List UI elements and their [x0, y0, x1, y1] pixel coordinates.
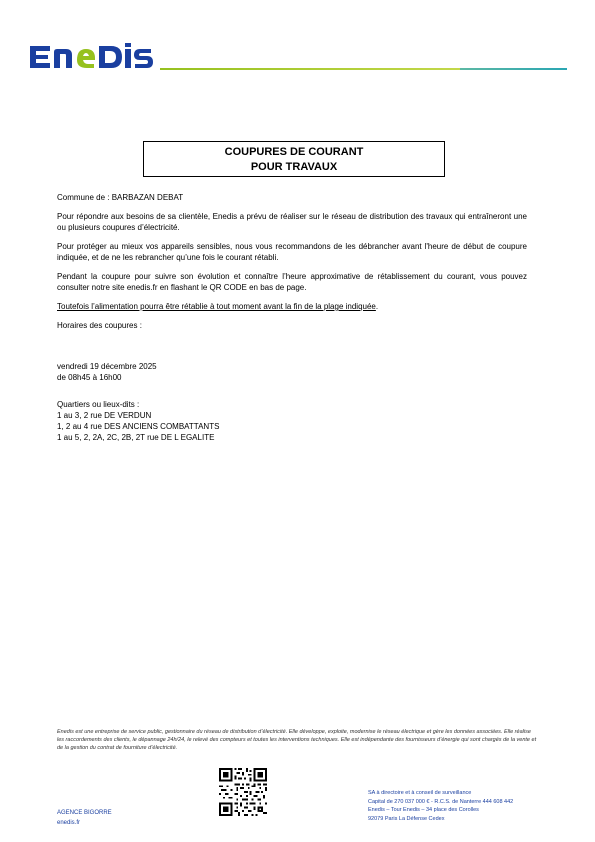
- header-rule-green: [160, 68, 460, 70]
- notice-title-line2: POUR TRAVAUX: [250, 161, 338, 173]
- notice-title-line1: COUPURES DE COURANT: [224, 146, 364, 158]
- commune-line: Commune de : BARBAZAN DEBAT: [57, 193, 184, 202]
- legal-line: Enedis – Tour Enedis – 34 place des Corolles: [368, 807, 479, 814]
- quartier-item: 1, 2 au 4 rue DES ANCIENS COMBATTANTS: [57, 422, 220, 431]
- quartiers-label: Quartiers ou lieux-dits :: [57, 400, 140, 409]
- legal-block: [368, 789, 513, 823]
- outage-time: de 08h45 à 16h00: [57, 373, 122, 382]
- header-rule-teal: [460, 68, 567, 70]
- paragraph-follow: Pendant la coupure pour suivre son évolution et connaître l’heure approximative de rétablissement du courant, vous pouvez consulter notre site enedis.fr en flashant le QR CODE en bas de page.: [57, 272, 527, 292]
- outage-date: vendredi 19 décembre 2025: [57, 362, 157, 371]
- enedis-logo-svg: [28, 40, 156, 72]
- paragraph-restore: [57, 301, 527, 312]
- agency-site-link[interactable]: enedis.fr: [57, 820, 81, 826]
- restore-warning-end: .: [375, 302, 379, 311]
- legal-line: Capital de 270 037 000 € - R.C.S. de Nanterre 444 608 442: [368, 798, 514, 805]
- legal-line: 92079 Paris La Défense Cedex: [368, 815, 445, 822]
- paragraph-protect: Pour protéger au mieux vos appareils sensibles, nous vous recommandons de les débrancher avant l'heure de début de coupure indiquée, et de ne les rebrancher qu’une fois le courant rétabli.: [57, 242, 527, 262]
- quartier-item: 1 au 5, 2, 2A, 2C, 2B, 2T rue DE L EGALITE: [57, 433, 215, 442]
- agency-name: AGENCE BIGORRE: [57, 810, 112, 816]
- notice-title-box: [143, 141, 445, 177]
- horaires-label: Horaires des coupures :: [57, 321, 142, 330]
- paragraph-intro: Pour répondre aux besoins de sa clientèle, Enedis a prévu de réaliser sur le réseau de distribution des travaux qui entraîneront une ou plusieurs coupures d’électricité.: [57, 212, 527, 232]
- legal-line: SA à directoire et à conseil de surveillance: [368, 790, 472, 796]
- restore-warning: Toutefois l’alimentation pourra être rétablie à tout moment avant la fin de la plage indiquée: [57, 302, 376, 311]
- enedis-logo: [28, 40, 156, 72]
- qr-code[interactable]: [219, 768, 267, 816]
- company-description: Enedis est une entreprise de service public, gestionnaire du réseau de distribution d’électricité. Elle développe, exploite, modernise le réseau électrique et gère les données associées. Elle réalise les raccordements des clients, le dépannage 24h/24, le relevé des compteurs et toutes les interventions techniques. Elle est indépendante des fournisseurs d’énergie qui sont chargés de la vente et de la gestion du contrat de fourniture d’électricité.: [57, 729, 537, 751]
- agency-block: [57, 808, 112, 828]
- quartier-item: 1 au 3, 2 rue DE VERDUN: [57, 411, 152, 420]
- notice-body: [57, 192, 527, 443]
